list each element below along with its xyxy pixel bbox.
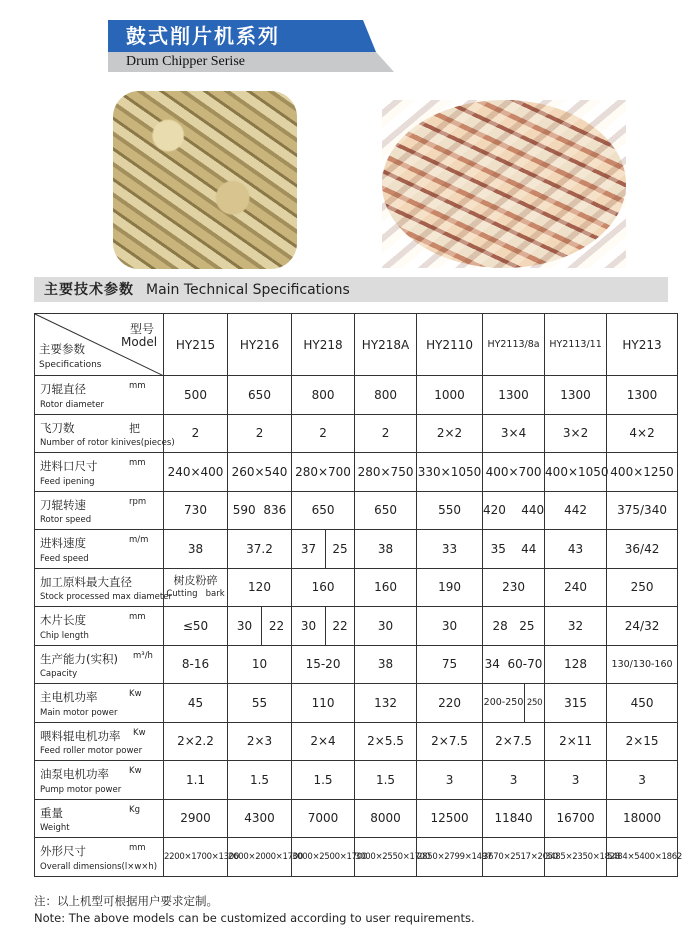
table-cell: 160	[292, 568, 355, 607]
row-label: 生产能力(实积) m³/h Capacity	[35, 645, 164, 684]
table-cell: 3	[607, 761, 678, 800]
table-cell: 2200×1700×1300	[164, 838, 228, 877]
table-cell: 800	[292, 376, 355, 415]
table-cell: 3000×2550×1700	[355, 838, 417, 877]
header-corner-cell	[35, 314, 164, 376]
table-cell: 2×2	[417, 414, 483, 453]
model-cell: HY218	[292, 314, 355, 376]
table-cell: 400×1250	[607, 453, 678, 492]
wood-chips-photo-right	[382, 100, 626, 268]
table-cell: 2	[164, 414, 228, 453]
table-cell: 650	[228, 376, 292, 415]
table-row	[35, 530, 678, 569]
table-cell: 2	[292, 414, 355, 453]
table-cell: 330×1050	[417, 453, 483, 492]
table-cell: 35 44	[483, 530, 545, 569]
table-row	[35, 491, 678, 530]
table-cell: 3	[545, 761, 607, 800]
table-row	[35, 761, 678, 800]
table-cell: 30	[417, 607, 483, 646]
page-title: 鼓式削片机系列	[126, 24, 280, 48]
model-cell: HY2113/8a	[483, 314, 545, 376]
table-cell: 2×4	[292, 722, 355, 761]
table-cell: 36/42	[607, 530, 678, 569]
table-row	[35, 376, 678, 415]
row-label: 刀辊转速 rpm Rotor speed	[35, 491, 164, 530]
table-cell: 8-16	[164, 645, 228, 684]
table-cell: 2900	[164, 799, 228, 838]
table-cell: 1000	[417, 376, 483, 415]
table-cell: 450	[607, 684, 678, 723]
table-cell: 2600×2000×1700	[228, 838, 292, 877]
table-cell: 160	[355, 568, 417, 607]
table-cell: 18000	[607, 799, 678, 838]
wood-chips-photo-left	[113, 91, 297, 269]
table-cell: 3×4	[483, 414, 545, 453]
table-cell: 250	[607, 568, 678, 607]
table-cell: 590 836	[228, 491, 292, 530]
table-cell: 30	[292, 607, 326, 646]
table-cell: 37.2	[228, 530, 292, 569]
table-cell: 16700	[545, 799, 607, 838]
table-cell: 1.5	[355, 761, 417, 800]
row-label: 外形尺寸 mm Overall dimensions(l×w×h)	[35, 838, 164, 877]
table-cell: 8000	[355, 799, 417, 838]
table-cell: 730	[164, 491, 228, 530]
table-cell: 12500	[417, 799, 483, 838]
spec-title-en: Main Technical Specifications	[146, 282, 350, 298]
table-cell: 3×2	[545, 414, 607, 453]
table-cell: 2×11	[545, 722, 607, 761]
table-cell: 3	[483, 761, 545, 800]
table-cell: 200-250	[483, 684, 525, 723]
table-cell: 280×750	[355, 453, 417, 492]
row-label: 进料速度 m/m Feed speed	[35, 530, 164, 569]
table-cell: 120	[228, 568, 292, 607]
table-cell: 37	[292, 530, 326, 569]
table-cell: 250	[525, 684, 545, 723]
model-cell: HY218A	[355, 314, 417, 376]
param-label-en: Specifications	[39, 360, 102, 370]
table-cell: 4300	[228, 799, 292, 838]
row-label: 重量 Kg Weight	[35, 799, 164, 838]
table-cell: 2	[355, 414, 417, 453]
table-cell: 树皮粉碎 Cutting bark	[164, 568, 228, 607]
table-cell: 2×2.2	[164, 722, 228, 761]
spec-title-cn: 主要技术参数	[44, 282, 134, 298]
model-cell: HY215	[164, 314, 228, 376]
table-row	[35, 722, 678, 761]
table-cell: 1300	[545, 376, 607, 415]
table-cell: 10	[228, 645, 292, 684]
param-label-cn: 主要参数	[39, 342, 85, 356]
table-cell: 3	[417, 761, 483, 800]
model-cell: HY2113/11	[545, 314, 607, 376]
table-cell: 240×400	[164, 453, 228, 492]
table-cell: 110	[292, 684, 355, 723]
table-cell: 442	[545, 491, 607, 530]
table-cell: 45	[164, 684, 228, 723]
table-cell: 30	[355, 607, 417, 646]
row-label: 主电机功率 Kw Main motor power	[35, 684, 164, 723]
table-cell: 132	[355, 684, 417, 723]
table-cell: 1.5	[292, 761, 355, 800]
header-row	[35, 314, 678, 376]
model-cell: HY216	[228, 314, 292, 376]
table-cell: 22	[262, 607, 292, 646]
model-label-en: Model	[121, 335, 158, 349]
table-cell: 2×5.5	[355, 722, 417, 761]
footnote-en: Note: The above models can be customized according to user requirements.	[34, 911, 475, 925]
footnote	[34, 893, 475, 927]
table-row	[35, 453, 678, 492]
table-cell: 500	[164, 376, 228, 415]
table-cell: 15-20	[292, 645, 355, 684]
model-cell: HY2110	[417, 314, 483, 376]
table-cell: 25	[326, 530, 355, 569]
table-cell: 22	[326, 607, 355, 646]
table-cell: 1.1	[164, 761, 228, 800]
table-cell: 400×1050	[545, 453, 607, 492]
table-cell: 4×2	[607, 414, 678, 453]
table-cell: 1.5	[228, 761, 292, 800]
table-cell: 5484×5400×1862	[607, 838, 678, 877]
row-label: 喂料辊电机功率 Kw Feed roller motor power	[35, 722, 164, 761]
table-cell: 30	[228, 607, 262, 646]
table-row	[35, 799, 678, 838]
table-cell: 240	[545, 568, 607, 607]
table-cell: 128	[545, 645, 607, 684]
page-subtitle: Drum Chipper Serise	[126, 54, 245, 69]
table-cell: 315	[545, 684, 607, 723]
table-cell: 650	[292, 491, 355, 530]
table-cell: 38	[164, 530, 228, 569]
table-cell: 3000×2500×1700	[292, 838, 355, 877]
table-cell: 1300	[483, 376, 545, 415]
table-cell: 1300	[607, 376, 678, 415]
table-cell: 220	[417, 684, 483, 723]
spec-table	[34, 313, 682, 877]
table-cell: ≤50	[164, 607, 228, 646]
table-cell: 38	[355, 530, 417, 569]
table-cell: 230	[483, 568, 545, 607]
row-label: 飞刀数 把 Number of rotor kinives(pieces)	[35, 414, 164, 453]
table-cell: 2×7.5	[417, 722, 483, 761]
table-cell: 32	[545, 607, 607, 646]
table-row	[35, 645, 678, 684]
table-cell: 400×700	[483, 453, 545, 492]
row-label: 加工原料最大直径 Stock processed max diameter	[35, 568, 164, 607]
table-cell: 3485×2350×1828	[545, 838, 607, 877]
table-cell: 11840	[483, 799, 545, 838]
row-label: 木片长度 mm Chip length	[35, 607, 164, 646]
table-cell: 43	[545, 530, 607, 569]
table-cell: 38	[355, 645, 417, 684]
table-cell: 650	[355, 491, 417, 530]
table-row	[35, 414, 678, 453]
table-row	[35, 568, 678, 607]
table-cell: 33	[417, 530, 483, 569]
table-cell: 28 25	[483, 607, 545, 646]
table-cell: 55	[228, 684, 292, 723]
row-label: 油泵电机功率 Kw Pump motor power	[35, 761, 164, 800]
table-cell: 2	[228, 414, 292, 453]
spec-section-title	[44, 281, 350, 299]
footnote-cn: 注：以上机型可根据用户要求定制。	[34, 894, 218, 908]
table-cell: 130/130-160	[607, 645, 678, 684]
model-cell: HY213	[607, 314, 678, 376]
table-cell: 420 440	[483, 491, 545, 530]
table-cell: 34 60-70	[483, 645, 545, 684]
table-cell: 24/32	[607, 607, 678, 646]
table-row	[35, 684, 678, 723]
row-label: 刀辊直径 mm Rotor diameter	[35, 376, 164, 415]
table-cell: 2850×2799×1497	[417, 838, 483, 877]
table-cell: 375/340	[607, 491, 678, 530]
table-cell: 2×3	[228, 722, 292, 761]
table-cell: 190	[417, 568, 483, 607]
table-cell: 75	[417, 645, 483, 684]
table-cell: 800	[355, 376, 417, 415]
table-cell: 2×7.5	[483, 722, 545, 761]
table-row	[35, 838, 678, 877]
table-cell: 2×15	[607, 722, 678, 761]
table-cell: 280×700	[292, 453, 355, 492]
table-cell: 550	[417, 491, 483, 530]
table-cell: 7000	[292, 799, 355, 838]
table-cell: 260×540	[228, 453, 292, 492]
table-cell: 3670×2517×2050	[483, 838, 545, 877]
model-label-cn: 型号	[130, 322, 155, 336]
table-row	[35, 607, 678, 646]
row-label: 进料口尺寸 mm Feed ipening	[35, 453, 164, 492]
